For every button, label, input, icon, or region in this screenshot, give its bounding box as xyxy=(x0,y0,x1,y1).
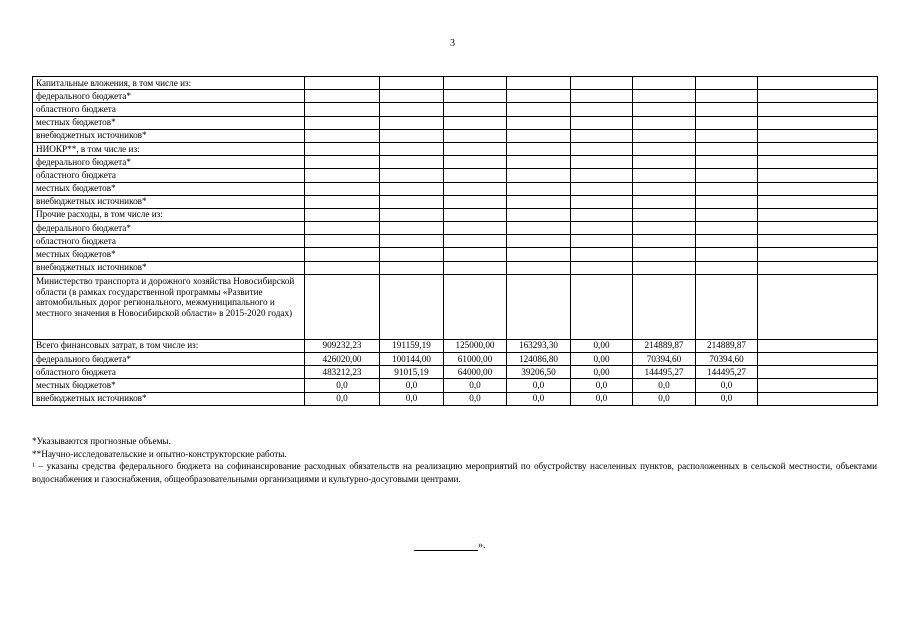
value-cell xyxy=(633,169,696,182)
notes xyxy=(32,435,877,485)
value-cell: 163293,30 xyxy=(507,339,571,352)
value-cell xyxy=(696,116,758,129)
value-cell xyxy=(571,261,633,274)
value-cell xyxy=(380,235,444,248)
value-cell xyxy=(305,156,380,169)
value-cell xyxy=(507,142,571,155)
value-cell xyxy=(507,208,571,221)
value-cell xyxy=(380,129,444,142)
row-label: Прочие расходы, в том числе из: xyxy=(33,208,305,221)
value-cell xyxy=(444,222,507,235)
value-cell: 0,0 xyxy=(305,392,380,405)
value-cell xyxy=(633,222,696,235)
value-cell xyxy=(507,169,571,182)
value-cell xyxy=(571,169,633,182)
value-cell xyxy=(444,129,507,142)
value-cell xyxy=(758,392,878,405)
value-cell xyxy=(507,182,571,195)
value-cell xyxy=(380,116,444,129)
footnote xyxy=(32,460,877,485)
table-row xyxy=(33,116,878,129)
value-cell xyxy=(696,222,758,235)
value-cell: 0,0 xyxy=(571,379,633,392)
value-cell xyxy=(305,182,380,195)
table-row xyxy=(33,142,878,155)
value-cell xyxy=(758,142,878,155)
row-label: внебюджетных источников* xyxy=(33,195,305,208)
value-cell xyxy=(444,208,507,221)
value-cell: 61000,00 xyxy=(444,353,507,366)
value-cell xyxy=(758,339,878,352)
value-cell: 0,0 xyxy=(633,392,696,405)
value-cell xyxy=(633,261,696,274)
table-row xyxy=(33,129,878,142)
value-cell xyxy=(444,77,507,90)
value-cell xyxy=(380,156,444,169)
closing-quote: ». xyxy=(478,540,486,551)
value-cell xyxy=(696,248,758,261)
value-cell: 0,00 xyxy=(571,366,633,379)
value-cell xyxy=(758,182,878,195)
value-cell xyxy=(444,103,507,116)
table-row xyxy=(33,156,878,169)
value-cell: 909232,23 xyxy=(305,339,380,352)
value-cell xyxy=(380,182,444,195)
value-cell: 426020,00 xyxy=(305,353,380,366)
value-cell xyxy=(507,195,571,208)
value-cell xyxy=(507,248,571,261)
value-cell xyxy=(633,195,696,208)
value-cell xyxy=(507,156,571,169)
row-label: местных бюджетов* xyxy=(33,116,305,129)
value-cell: 0,00 xyxy=(571,353,633,366)
value-cell xyxy=(696,90,758,103)
table-row xyxy=(33,208,878,221)
value-cell xyxy=(380,103,444,116)
value-cell xyxy=(507,116,571,129)
table-row xyxy=(33,169,878,182)
value-cell xyxy=(696,261,758,274)
value-cell xyxy=(758,103,878,116)
closing-mark xyxy=(414,540,486,551)
value-cell: 0,0 xyxy=(507,379,571,392)
value-cell xyxy=(507,103,571,116)
table-row xyxy=(33,261,878,274)
table-row xyxy=(33,195,878,208)
row-label: НИОКР**, в том числе из: xyxy=(33,142,305,155)
value-cell xyxy=(305,261,380,274)
value-cell xyxy=(758,261,878,274)
value-cell xyxy=(507,274,571,339)
row-label: областного бюджета xyxy=(33,366,305,379)
value-cell xyxy=(758,90,878,103)
row-label: федерального бюджета* xyxy=(33,156,305,169)
value-cell xyxy=(305,208,380,221)
value-cell xyxy=(444,90,507,103)
value-cell xyxy=(758,353,878,366)
value-cell xyxy=(633,129,696,142)
value-cell xyxy=(380,208,444,221)
value-cell xyxy=(758,208,878,221)
table-row xyxy=(33,77,878,90)
table-row xyxy=(33,392,878,405)
value-cell xyxy=(758,366,878,379)
value-cell xyxy=(444,156,507,169)
row-label: местных бюджетов* xyxy=(33,248,305,261)
note-forecast: *Указываются прогнозные объемы. xyxy=(32,436,171,446)
value-cell xyxy=(758,379,878,392)
table-row xyxy=(33,235,878,248)
table-row xyxy=(33,103,878,116)
value-cell xyxy=(758,274,878,339)
value-cell xyxy=(696,208,758,221)
value-cell: 0,0 xyxy=(696,379,758,392)
value-cell xyxy=(696,77,758,90)
value-cell xyxy=(507,77,571,90)
value-cell xyxy=(633,274,696,339)
value-cell: 214889,87 xyxy=(633,339,696,352)
value-cell: 0,0 xyxy=(571,392,633,405)
value-cell: 64000,00 xyxy=(444,366,507,379)
signature-line xyxy=(414,540,478,551)
value-cell xyxy=(444,261,507,274)
value-cell xyxy=(758,195,878,208)
value-cell xyxy=(633,103,696,116)
value-cell xyxy=(444,182,507,195)
row-label: федерального бюджета* xyxy=(33,222,305,235)
value-cell xyxy=(507,222,571,235)
value-cell xyxy=(633,208,696,221)
table-row xyxy=(33,90,878,103)
value-cell xyxy=(633,235,696,248)
value-cell: 144495,27 xyxy=(633,366,696,379)
value-cell xyxy=(444,116,507,129)
value-cell xyxy=(571,77,633,90)
value-cell xyxy=(380,90,444,103)
value-cell xyxy=(571,103,633,116)
value-cell xyxy=(696,103,758,116)
row-label: Капитальные вложения, в том числе из: xyxy=(33,77,305,90)
row-label: местных бюджетов* xyxy=(33,182,305,195)
value-cell xyxy=(758,116,878,129)
table-body xyxy=(33,77,878,406)
value-cell xyxy=(758,156,878,169)
value-cell xyxy=(633,90,696,103)
value-cell xyxy=(571,90,633,103)
value-cell xyxy=(305,195,380,208)
row-label: областного бюджета xyxy=(33,103,305,116)
value-cell xyxy=(633,182,696,195)
value-cell xyxy=(571,235,633,248)
value-cell xyxy=(305,142,380,155)
value-cell xyxy=(444,195,507,208)
value-cell xyxy=(633,142,696,155)
value-cell xyxy=(380,222,444,235)
row-label: внебюджетных источников* xyxy=(33,261,305,274)
page-number: 3 xyxy=(450,38,455,49)
value-cell: 124086,80 xyxy=(507,353,571,366)
value-cell xyxy=(696,156,758,169)
value-cell xyxy=(571,248,633,261)
table-row xyxy=(33,366,878,379)
table-row xyxy=(33,274,878,339)
value-cell: 91015,19 xyxy=(380,366,444,379)
value-cell xyxy=(571,142,633,155)
row-label: внебюджетных источников* xyxy=(33,129,305,142)
value-cell xyxy=(758,129,878,142)
value-cell xyxy=(507,235,571,248)
value-cell xyxy=(444,248,507,261)
value-cell xyxy=(305,103,380,116)
value-cell xyxy=(758,222,878,235)
financing-table xyxy=(32,76,878,406)
value-cell: 0,0 xyxy=(444,379,507,392)
table-row xyxy=(33,248,878,261)
value-cell xyxy=(305,235,380,248)
value-cell: 0,0 xyxy=(507,392,571,405)
value-cell: 0,0 xyxy=(696,392,758,405)
value-cell: 0,00 xyxy=(571,339,633,352)
value-cell: 214889,87 xyxy=(696,339,758,352)
value-cell xyxy=(696,169,758,182)
value-cell xyxy=(696,235,758,248)
value-cell xyxy=(696,182,758,195)
value-cell xyxy=(444,235,507,248)
table-row xyxy=(33,339,878,352)
value-cell xyxy=(305,248,380,261)
value-cell: 0,0 xyxy=(633,379,696,392)
value-cell: 70394,60 xyxy=(696,353,758,366)
value-cell: 0,0 xyxy=(380,392,444,405)
row-label: областного бюджета xyxy=(33,235,305,248)
value-cell xyxy=(571,222,633,235)
value-cell xyxy=(633,77,696,90)
value-cell: 70394,60 xyxy=(633,353,696,366)
value-cell xyxy=(758,235,878,248)
value-cell xyxy=(380,274,444,339)
value-cell: 100144,00 xyxy=(380,353,444,366)
value-cell xyxy=(696,129,758,142)
value-cell xyxy=(758,169,878,182)
row-label: областного бюджета xyxy=(33,169,305,182)
row-label: федерального бюджета* xyxy=(33,353,305,366)
value-cell xyxy=(571,116,633,129)
value-cell xyxy=(444,169,507,182)
value-cell xyxy=(305,90,380,103)
value-cell xyxy=(633,156,696,169)
row-label: федерального бюджета* xyxy=(33,90,305,103)
value-cell xyxy=(758,77,878,90)
value-cell xyxy=(380,195,444,208)
value-cell: 483212,23 xyxy=(305,366,380,379)
row-label: Всего финансовых затрат, в том числе из: xyxy=(33,339,305,352)
value-cell: 39206,50 xyxy=(507,366,571,379)
value-cell xyxy=(571,195,633,208)
value-cell xyxy=(507,261,571,274)
value-cell xyxy=(696,274,758,339)
value-cell: 0,0 xyxy=(444,392,507,405)
value-cell xyxy=(571,182,633,195)
value-cell xyxy=(571,274,633,339)
value-cell: 0,0 xyxy=(380,379,444,392)
value-cell xyxy=(571,129,633,142)
value-cell xyxy=(507,129,571,142)
value-cell xyxy=(380,142,444,155)
value-cell xyxy=(305,169,380,182)
value-cell: 125000,00 xyxy=(444,339,507,352)
value-cell: 144495,27 xyxy=(696,366,758,379)
value-cell xyxy=(380,261,444,274)
value-cell xyxy=(380,169,444,182)
value-cell xyxy=(444,274,507,339)
value-cell xyxy=(696,142,758,155)
value-cell xyxy=(380,77,444,90)
value-cell xyxy=(758,248,878,261)
footnote-text: – указаны средства федерального бюджета на софинансирование расходных обязательств на реализацию мероприятий по обустройству населенных пунктов, расположенных в сельской местности, объектами водоснабжения и газоснабжения, общеобразовательными организациями и культурно-досуговыми центрами. xyxy=(32,461,877,484)
value-cell xyxy=(633,248,696,261)
table-row xyxy=(33,379,878,392)
footnote-marker: 1 xyxy=(32,463,35,469)
value-cell xyxy=(633,116,696,129)
table-row xyxy=(33,182,878,195)
value-cell xyxy=(305,222,380,235)
value-cell xyxy=(380,248,444,261)
value-cell xyxy=(507,90,571,103)
note-niokr: **Научно-исследовательские и опытно-конструкторские работы. xyxy=(32,448,287,459)
value-cell xyxy=(305,274,380,339)
table-row xyxy=(33,222,878,235)
value-cell xyxy=(444,142,507,155)
row-label: местных бюджетов* xyxy=(33,379,305,392)
value-cell: 0,0 xyxy=(305,379,380,392)
value-cell xyxy=(696,195,758,208)
value-cell: 191159,19 xyxy=(380,339,444,352)
table-row xyxy=(33,353,878,366)
value-cell xyxy=(305,77,380,90)
value-cell xyxy=(305,129,380,142)
value-cell xyxy=(305,116,380,129)
value-cell xyxy=(571,156,633,169)
value-cell xyxy=(571,208,633,221)
row-label: Министерство транспорта и дорожного хозяйства Новосибирской области (в рамках государственной программы «Развитие автомобильных дорог регионального, межмуниципального и местного значения в Новосибирской области» в 2015-2020 годах) xyxy=(33,274,305,339)
row-label: внебюджетных источников* xyxy=(33,392,305,405)
